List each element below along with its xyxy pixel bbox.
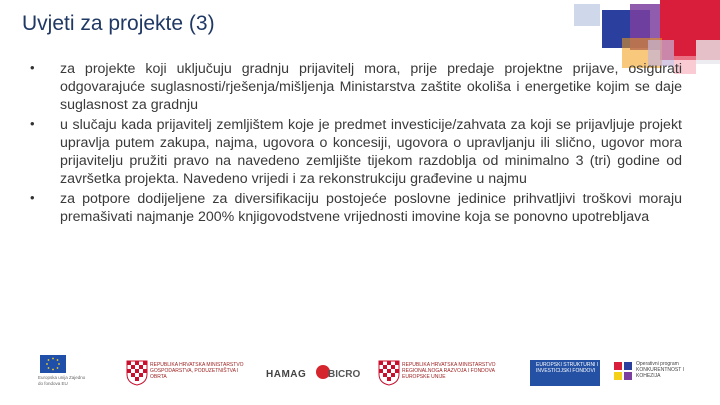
bullet-icon: • xyxy=(30,116,35,131)
operational-programme-text: Operativni program KONKURENTNOST I KOHEZIJA xyxy=(636,361,684,379)
list-item xyxy=(30,190,682,226)
bullet-text: u slučaju kada prijavitelj zemljištem koje je predmet investicije/zahvata za koji se prijavljuje projekt upravlja putem zakupa, najma, ugovora o koncesiji, ugovora o upravljanju ili slično, ugovor mora prijavitelju pružiti pravo na navedeno zemljište tijekom razdoblja od minimalno 3 (tri) godine od završetka projekta. Navedeno vrijedi i za rekonstrukciju građevine u najmu xyxy=(60,117,682,187)
bullet-list xyxy=(30,60,682,228)
bullet-text: za potpore dodijeljene za diversifikaciju postojeće poslovne jedinice prihvatljivi troškovi moraju premašivati najmanje 200% knjigovodstvene vrijednosti imovine koja se ponovno upotrebljava xyxy=(60,191,682,225)
eu-logo-text: Europska unija Zajedno do fondova EU xyxy=(38,375,86,386)
footer-logos xyxy=(0,352,720,405)
bullet-icon: • xyxy=(30,60,35,75)
croatian-coat-of-arms-icon xyxy=(378,360,400,386)
eu-flag-icon xyxy=(40,355,66,373)
ministry-economy-logo-text: REPUBLIKA HRVATSKA MINISTARSTVO GOSPODARSTVA, PODUZETNIŠTVA I OBRTA xyxy=(150,362,244,380)
esif-logo-text: EUROPSKI STRUKTURNI I INVESTICIJSKI FONDOVI xyxy=(536,362,599,374)
ministry-regional-logo-text: REPUBLIKA HRVATSKA MINISTARSTVO REGIONALNOGA RAZVOJA I FONDOVA EUROPSKE UNIJE xyxy=(402,362,496,380)
list-item xyxy=(30,116,682,188)
page-title: Uvjeti za projekte (3) xyxy=(22,12,215,35)
bullet-icon: • xyxy=(30,190,35,205)
croatian-coat-of-arms-icon xyxy=(126,360,148,386)
hamag-logo-text: HAMAG xyxy=(266,369,307,380)
list-item xyxy=(30,60,682,114)
operational-programme-icon xyxy=(614,362,632,384)
bullet-text: za projekte koji uključuju gradnju prijavitelj mora, prije predaje projektne prijave, osigurati odgovarajuće suglasnosti/rješenja/mišljenja Ministarstva zaštite okoliša i energetike kojim se daje suglasnost za gradnju xyxy=(60,61,682,113)
bicro-logo-text: BICRO xyxy=(328,369,361,380)
